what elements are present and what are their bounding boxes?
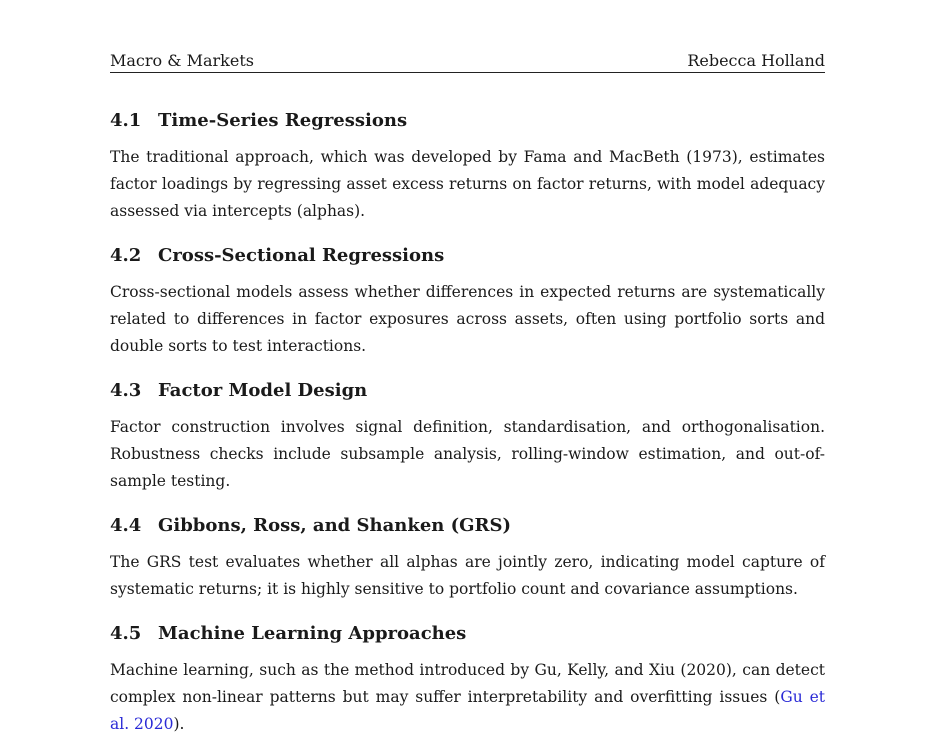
- sections: [110, 108, 825, 756]
- section-title: Gibbons, Ross, and Shanken (GRS): [158, 515, 511, 536]
- author-name: Rebecca Holland: [687, 51, 825, 70]
- section-heading: [110, 378, 825, 404]
- section-number: 4.3: [110, 380, 142, 401]
- section-4-2: [110, 243, 825, 360]
- section-body: Machine learning, such as the method introduced by Gu, Kelly, and Xiu (2020), can detect complex non-linear patterns but may suffer interpretability and overfitting issues (Gu et al. 2020).: [110, 661, 825, 733]
- section-body: Cross-sectional models assess whether differences in expected returns are systematically related to differences in factor exposures across assets, often using portfolio sorts and double sorts to test interactions.: [110, 283, 825, 355]
- section-body-end: ).: [173, 715, 185, 733]
- section-number: 4.5: [110, 623, 142, 644]
- section-number: 4.1: [110, 110, 142, 131]
- section-title: Machine Learning Approaches: [158, 623, 467, 644]
- section-4-1: [110, 108, 825, 225]
- section-body: Factor construction involves signal definition, standardisation, and orthogonalisation. Robustness checks include subsample analysis, rolling-window estimation, and out-of-sample testing.: [110, 418, 825, 490]
- section-number: 4.4: [110, 515, 142, 536]
- running-header: [110, 50, 825, 73]
- section-heading: [110, 243, 825, 269]
- section-title: Cross-Sectional Regressions: [158, 245, 445, 266]
- section-heading: [110, 621, 825, 647]
- section-4-4: [110, 513, 825, 603]
- section-4-3: [110, 378, 825, 495]
- citation-link[interactable]: Gu et al. 2020: [110, 688, 825, 733]
- journal-name: Macro & Markets: [110, 51, 254, 70]
- section-4-5: [110, 621, 825, 738]
- section-heading: [110, 108, 825, 134]
- section-heading: [110, 513, 825, 539]
- section-title: Time-Series Regressions: [158, 110, 408, 131]
- section-body-text: Machine learning, such as the method introduced by Gu, Kelly, and Xiu (2020), can detect complex non-linear patterns but may suffer interpretability and overfitting issues: [110, 661, 825, 706]
- section-title: Factor Model Design: [158, 380, 368, 401]
- section-body: The traditional approach, which was developed by Fama and MacBeth (1973), estimates factor loadings by regressing asset excess returns on factor returns, with model adequacy assessed via intercepts (alphas).: [110, 148, 825, 220]
- section-body: The GRS test evaluates whether all alphas are jointly zero, indicating model capture of systematic returns; it is highly sensitive to portfolio count and covariance assumptions.: [110, 553, 825, 598]
- section-number: 4.2: [110, 245, 142, 266]
